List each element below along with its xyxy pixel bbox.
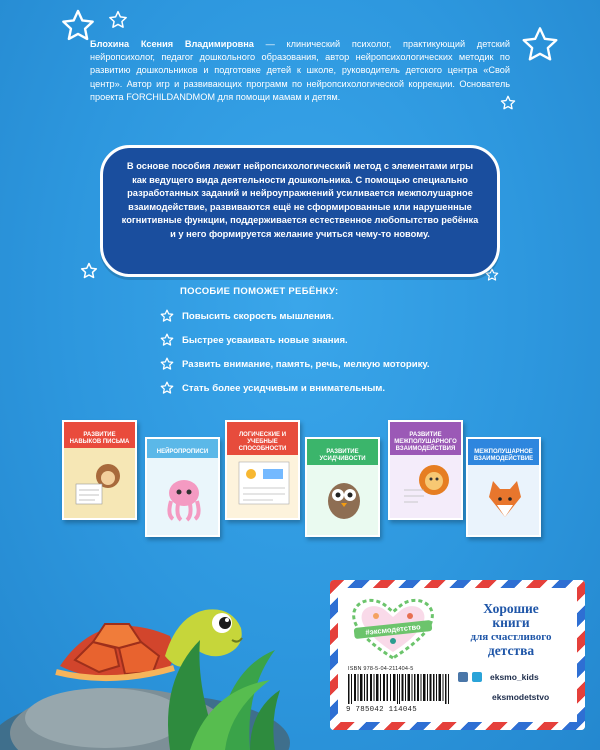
benefit-text: Развить внимание, память, речь, мелкую моторику.	[182, 358, 430, 370]
social-handle: eksmodetstvo	[492, 692, 550, 702]
octopus-illustration	[155, 473, 213, 525]
telegram-icon	[472, 672, 482, 682]
worksheet-illustration	[235, 456, 293, 508]
book-title: ЛОГИЧЕСКИЕ И УЧЕБНЫЕ СПОСОБНОСТИ	[227, 430, 298, 455]
benefits-title: ПОСОБИЕ ПОМОЖЕТ РЕБЁНКУ:	[180, 286, 339, 297]
benefit-text: Быстрее усваивать новые знания.	[182, 334, 348, 346]
star-icon	[108, 10, 128, 30]
slogan-line: книги	[492, 615, 530, 630]
lion-illustration	[398, 456, 456, 508]
book-cover	[466, 437, 541, 537]
slogan	[446, 602, 576, 658]
benefit-item	[160, 357, 430, 371]
slogan-line: для счастливого	[470, 631, 552, 643]
book-cover	[225, 420, 300, 520]
book-cover	[388, 420, 463, 520]
isbn-text: ISBN 978-5-04-211404-5	[348, 666, 414, 672]
star-bullet-icon	[160, 309, 174, 323]
star-bullet-icon	[160, 381, 174, 395]
social-link[interactable]	[458, 672, 539, 682]
social-link[interactable]	[488, 692, 549, 702]
book-series	[0, 415, 600, 545]
slogan-line: детства	[487, 643, 535, 658]
logo-text: #эксмодетство	[354, 620, 433, 639]
slogan-line: Хорошие	[483, 601, 539, 616]
barcode-icon	[348, 674, 450, 704]
star-icon	[80, 262, 98, 280]
benefit-text: Стать более усидчивым и внимательным.	[182, 382, 386, 394]
social-handle: eksmo_kids	[490, 672, 539, 682]
publisher-sticker	[330, 580, 585, 730]
star-icon	[520, 25, 560, 65]
method-description-box	[100, 145, 500, 277]
book-cover	[305, 437, 380, 537]
author-bio-text: — клинический психолог, практикующий детский нейропсихолог, педагог дошкольного образования, автор нейропсихологических методик по развитию дошкольников и подготовке детей к школе, руководитель детского центра «Свой центр». Автор игр и развивающих программ по нейропсихологической коррекции. Основатель проекта FORCHILDANDMOM для помощи мамам и детям.	[90, 39, 511, 102]
author-name: Блохина Ксения Владимировна	[90, 39, 254, 49]
turtle-illustration	[0, 568, 330, 750]
book-cover	[62, 420, 137, 520]
monkey-illustration	[72, 456, 130, 508]
sticker-content	[338, 588, 577, 722]
method-description-text: В основе пособия лежит нейропсихологический метод с элементами игры как ведущего вида деятельности дошкольника. С помощью специально разработанных заданий и нейроупражнений усиливается межполушарное взаимодействие, развиваются ещё не сформированные или нарушенные когнитивные функции, поддерживается естественное любопытство ребёнка и у него формируется желание учиться чему-то новому.	[121, 161, 479, 239]
vk-icon	[458, 672, 468, 682]
benefit-text: Повысить скорость мышления.	[182, 310, 334, 322]
book-title: НЕЙРОПРОПИСИ	[147, 447, 218, 458]
benefit-item	[160, 309, 334, 323]
benefit-item	[160, 381, 385, 395]
book-title: РАЗВИТИЕ МЕЖПОЛУШАРНОГО ВЗАИМОДЕЙСТВИЯ	[390, 430, 461, 455]
owl-illustration	[315, 473, 373, 525]
star-bullet-icon	[160, 333, 174, 347]
fox-illustration	[476, 473, 534, 525]
barcode-number: 9 785042 114045	[346, 706, 418, 714]
book-cover	[145, 437, 220, 537]
book-title: РАЗВИТИЕ УСИДЧИВОСТИ	[307, 447, 378, 465]
book-title: РАЗВИТИЕ НАВЫКОВ ПИСЬМА	[64, 430, 135, 448]
benefit-item	[160, 333, 348, 347]
author-bio	[90, 38, 510, 104]
book-title: МЕЖПОЛУШАРНОЕ ВЗАИМОДЕЙСТВИЕ	[468, 447, 539, 465]
star-bullet-icon	[160, 357, 174, 371]
